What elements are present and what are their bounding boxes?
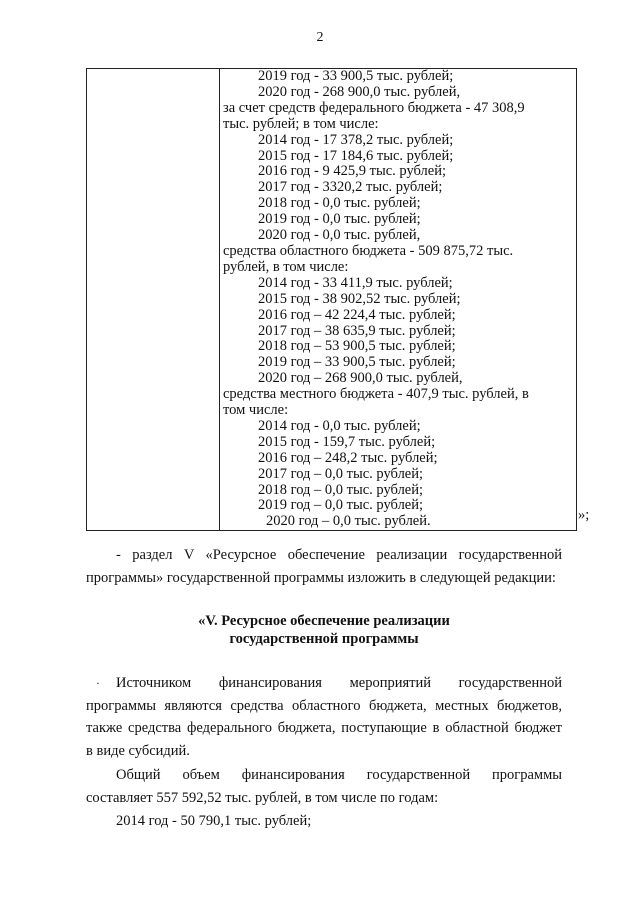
year-amount-paragraph [86,810,562,833]
paragraph-line: Источником финансирования мероприятий государственной [116,675,562,691]
funding-line: 2019 год - 0,0 тыс. рублей; [258,211,421,228]
funding-line: 2017 год – 0,0 тыс. рублей; [258,465,424,482]
paragraph-line: 2014 год - 50 790,1 тыс. рублей; [116,813,312,829]
funding-line: 2020 год - 268 900,0 тыс. рублей, [258,83,461,100]
paragraph-line: составляет 557 592,52 тыс. рублей, в том числе по годам: [86,789,439,806]
funding-line: 2014 год - 0,0 тыс. рублей; [258,417,421,434]
funding-line: 2018 год - 0,0 тыс. рублей; [258,195,421,212]
funding-line: 2017 год - 3320,2 тыс. рублей; [258,179,443,196]
funding-line: 2015 год - 38 902,52 тыс. рублей; [258,290,461,307]
funding-line: 2014 год - 33 411,9 тыс. рублей; [258,274,453,291]
funding-line: 2020 год - 0,0 тыс. рублей, [258,227,421,244]
funding-line: 2018 год – 0,0 тыс. рублей; [258,481,424,498]
instruction-line: - раздел V «Ресурсное обеспечение реализации государственной [116,547,562,563]
table-cell-content [220,69,577,531]
funding-sources-paragraph [86,672,562,762]
funding-line: рублей, в том числе: [223,258,349,275]
funding-line: 2020 год – 0,0 тыс. рублей. [266,513,431,530]
funding-line: средства местного бюджета - 407,9 тыс. рублей, в [223,386,529,403]
funding-line: 2015 год - 17 184,6 тыс. рублей; [258,147,454,164]
section-heading [86,612,562,648]
paragraph-line: также средства федерального бюджета, поступающие в областной бюджет [86,720,562,736]
funding-lines [220,69,576,530]
closing-quote: »; [578,507,590,523]
funding-table [86,68,577,531]
funding-line: тыс. рублей; в том числе: [223,115,379,132]
funding-line: 2016 год – 42 224,4 тыс. рублей; [258,306,456,323]
total-volume-paragraph [86,764,562,809]
funding-line: 2019 год – 33 900,5 тыс. рублей; [258,354,456,371]
table-cell-label [87,69,220,531]
instruction-line: программы» государственной программы изложить в следующей редакции: [86,569,556,586]
stray-mark: · [96,676,100,690]
paragraph-line: Общий объем финансирования государственной программы [116,767,562,783]
funding-line: 2017 год – 38 635,9 тыс. рублей; [258,322,456,339]
page-number: 2 [316,30,324,45]
funding-line: том числе: [223,402,289,419]
paragraph-line: в виде субсидий. [86,742,190,759]
funding-line: 2014 год - 17 378,2 тыс. рублей; [258,131,454,148]
funding-line: 2020 год – 268 900,0 тыс. рублей, [258,370,463,387]
funding-line: за счет средств федерального бюджета - 47 308,9 [223,99,525,116]
funding-line: 2015 год - 159,7 тыс. рублей; [258,433,436,450]
funding-line: средства областного бюджета - 509 875,72 тыс. [223,242,514,259]
amendment-instruction [86,544,562,589]
funding-line: 2016 год – 248,2 тыс. рублей; [258,449,438,466]
table-row [87,69,577,531]
section-heading-line: «V. Ресурсное обеспечение реализации [198,613,450,629]
funding-line: 2019 год - 33 900,5 тыс. рублей; [258,68,454,84]
funding-line: 2016 год - 9 425,9 тыс. рублей; [258,163,446,180]
paragraph-line: программы являются средства областного бюджета, местных бюджетов, [86,697,562,714]
funding-line: 2018 год – 53 900,5 тыс. рублей; [258,338,456,355]
funding-line: 2019 год – 0,0 тыс. рублей; [258,497,424,514]
section-heading-line: государственной программы [229,631,419,647]
